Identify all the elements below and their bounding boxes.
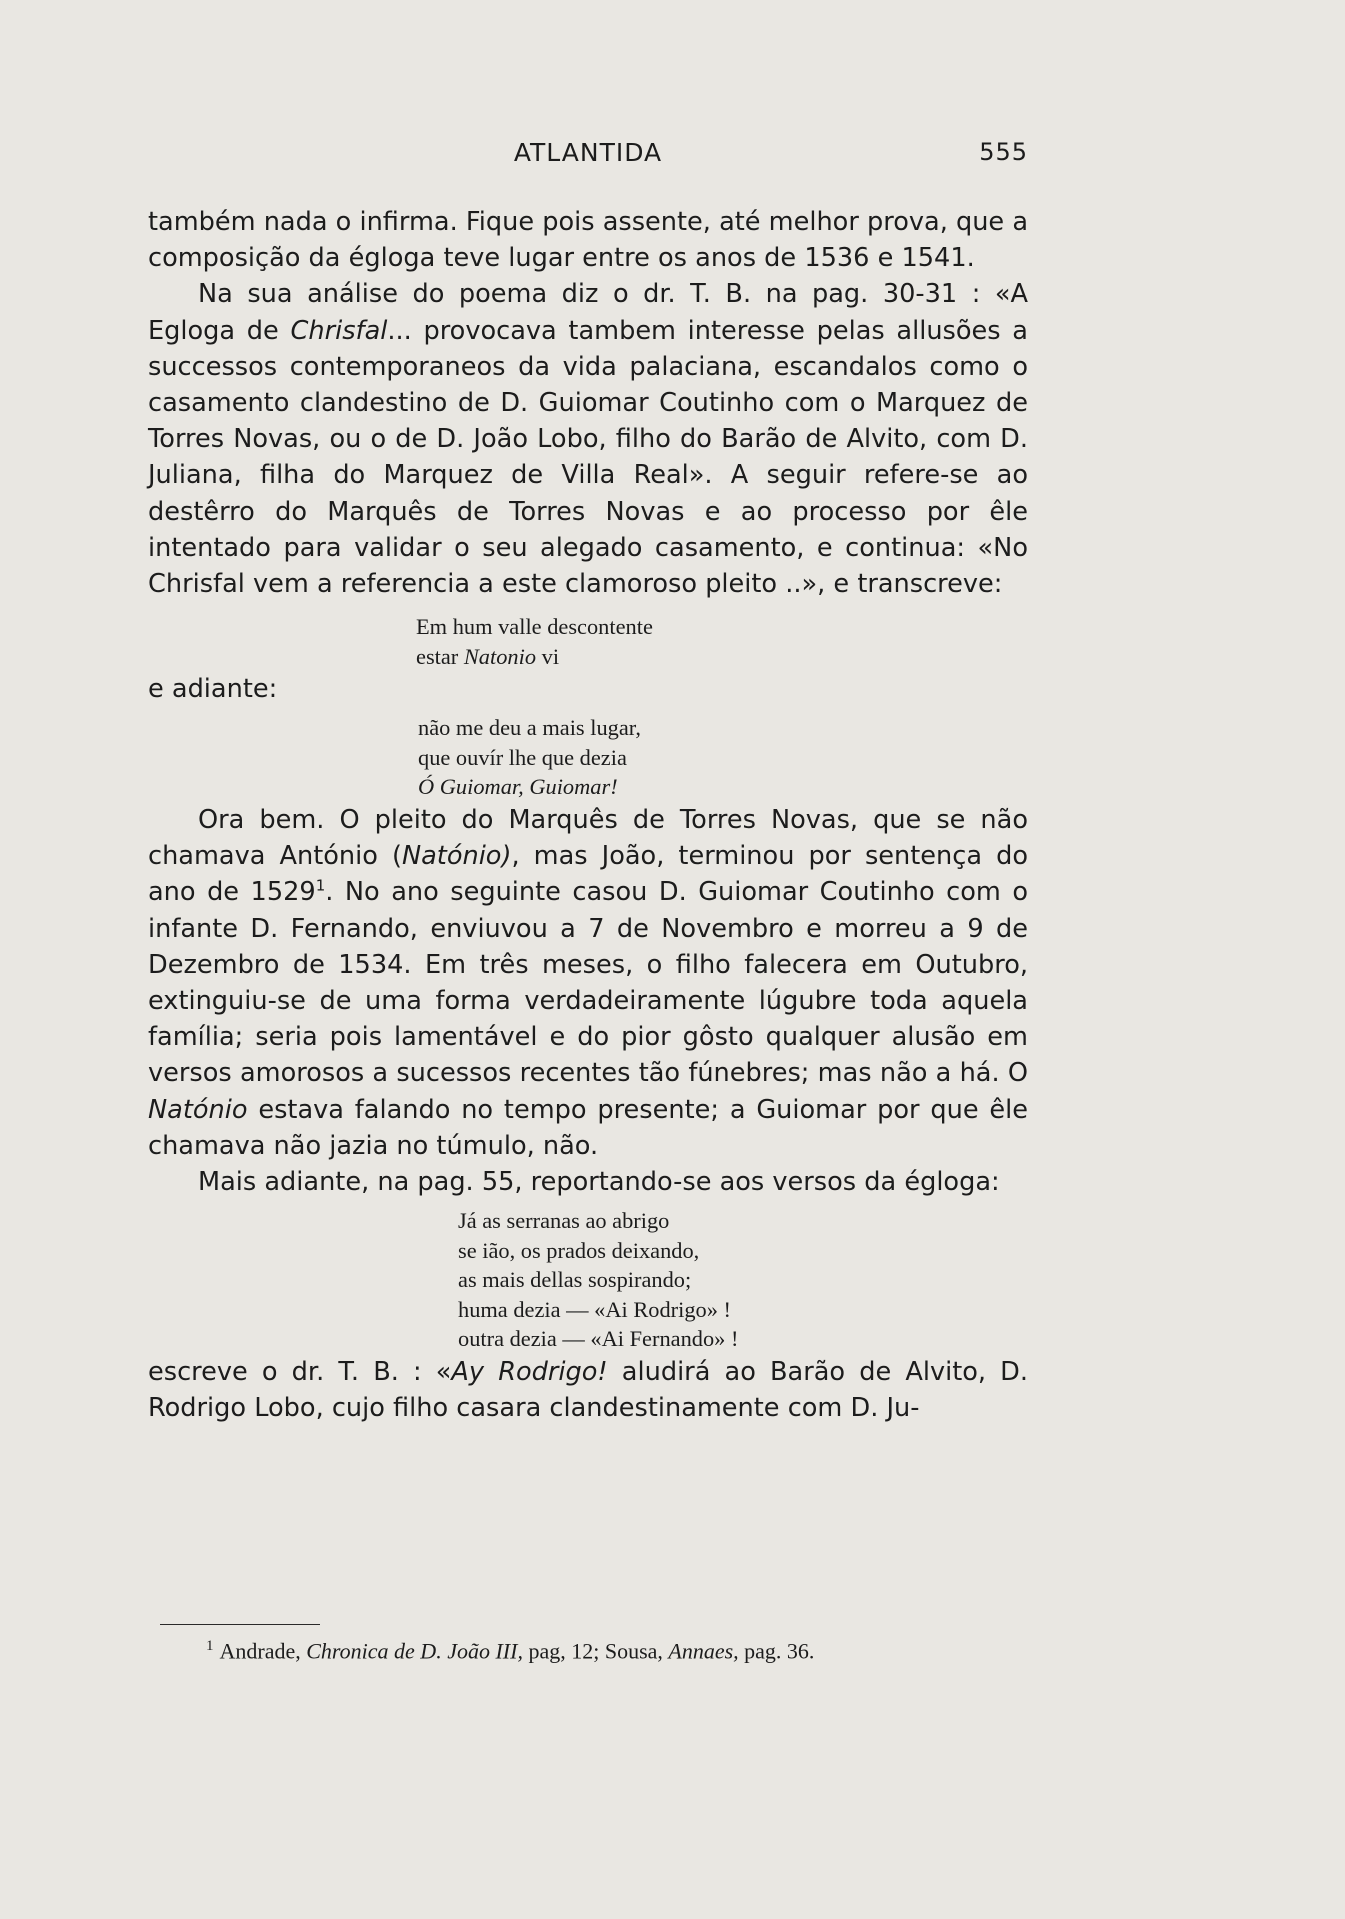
verse-line: se ião, os prados deixando, xyxy=(458,1237,700,1263)
italic-title: Annaes, xyxy=(668,1638,739,1664)
running-title: ATLANTIDA xyxy=(513,138,663,167)
verse-line: as mais dellas sospirando; xyxy=(458,1267,692,1293)
verse-line: Ó Guiomar, Guiomar! xyxy=(418,774,618,800)
paragraph-continued: também nada o infirma. Fique pois assente, até melhor prova, que a composição da égloga teve lugar entre os anos de 1536 e 1541. xyxy=(148,207,1028,274)
italic-title: Chronica de D. João III, xyxy=(306,1638,523,1664)
footnote-reference: 1 xyxy=(315,876,326,895)
paragraph-analysis xyxy=(148,276,1028,602)
verse-quote-3 xyxy=(458,1206,1028,1354)
verse-line: outra dezia — «Ai Fernando» ! xyxy=(458,1326,739,1352)
text-span: Andrade, xyxy=(219,1638,307,1664)
page-number: 555 xyxy=(979,138,1028,166)
verse-line: Já as serranas ao abrigo xyxy=(458,1208,670,1234)
italic-name: Natonio xyxy=(463,643,537,669)
paragraph-escreve xyxy=(148,1354,1028,1426)
text-span: pag. 36. xyxy=(738,1638,815,1664)
body-text xyxy=(148,204,1028,1426)
text-span: Na sua análise do poema diz o dr. T. B. na pag. 30-31 : «A Egloga de xyxy=(148,279,1028,346)
text-span: , mas João, terminou por sentença do ano de 1529 xyxy=(148,841,1028,908)
verse-line xyxy=(416,642,1028,672)
text-span: ... provocava tambem interesse pelas allusões a successos contemporaneos da vida palaciana, escandalos como o casamento clandestino de D. Guiomar Coutinho com o Marquez de Torres Novas, ou o de D. João Lobo, filho do Barão de Alvito, com D. Juliana, filha do Marquez de Villa Real». A seguir refere-se ao destêrro do Marquês de Torres Novas e ao processo por êle intentado para validar o seu alegado casamento, e continua: «No Chrisfal vem a referencia a este clamoroso pleito ..», e transcreve: xyxy=(148,315,1028,600)
text-span: estava falando no tempo presente; a Guiomar por que êle chamava não jazia no túmulo, não. xyxy=(148,1094,1028,1161)
text-span: escreve o dr. T. B. : « xyxy=(148,1356,452,1387)
italic-name: Natónio xyxy=(148,1094,248,1125)
verse-quote-2 xyxy=(418,713,1028,802)
italic-title: Chrisfal xyxy=(290,315,388,346)
verse-line: huma dezia — «Ai Rodrigo» ! xyxy=(458,1296,731,1322)
text-span: pag, 12; Sousa, xyxy=(522,1638,669,1664)
verse-line: não me deu a mais lugar, xyxy=(418,715,641,741)
text-span: Ora bem. O pleito do Marquês de Torres Novas, que se não chamava António ( xyxy=(148,804,1028,872)
text-span: vi xyxy=(536,643,560,669)
paragraph-mais-adiante: Mais adiante, na pag. 55, reportando-se aos versos da égloga: xyxy=(198,1166,1000,1197)
footnote xyxy=(206,1638,1046,1664)
italic-name: Natónio) xyxy=(401,841,512,872)
text-span: . No ano seguinte casou D. Guiomar Coutinho com o infante D. Fernando, enviuvou a 7 de Novembro e morreu a 9 de Dezembro de 1534. Em três meses, o filho falecera em Outubro, extinguiu-se de uma forma verdadeiramente lúgubre toda aquela família; seria pois lamentável e do pior gôsto qualquer alusão em versos amorosos a sucessos recentes tão fúnebres; mas não a há. O xyxy=(148,877,1028,1089)
text-span: aludirá ao Barão de Alvito, D. Rodrigo Lobo, cujo filho casara clandestinamente com D. Ju- xyxy=(148,1356,1028,1423)
verse-quote-1 xyxy=(416,612,1028,671)
footnote-mark: 1 xyxy=(206,1638,214,1654)
verse-line: Em hum valle descontente xyxy=(416,614,653,640)
verse-line: que ouvír lhe que dezia xyxy=(418,744,627,770)
text-span: estar xyxy=(416,643,464,669)
footnote-divider xyxy=(160,1624,320,1625)
paragraph-ora-bem xyxy=(148,802,1028,1164)
italic-quote: Ay Rodrigo! xyxy=(451,1356,608,1387)
connector-text: e adiante: xyxy=(148,674,278,705)
